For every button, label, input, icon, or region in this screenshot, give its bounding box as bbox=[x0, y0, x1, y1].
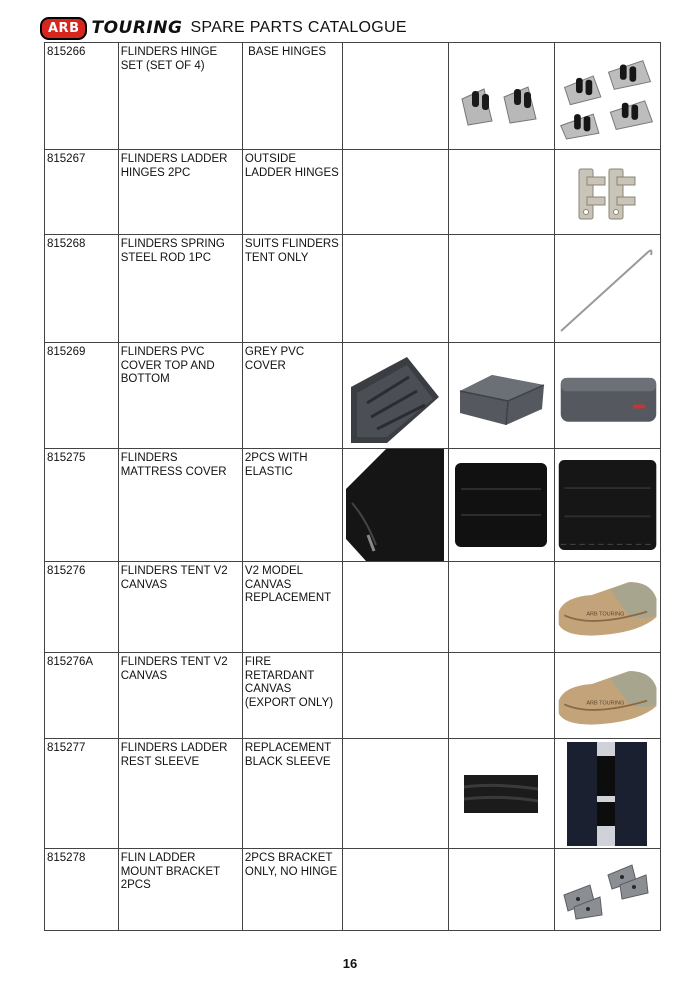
mattress-top-icon bbox=[449, 449, 554, 561]
svg-text:ARB TOURING: ARB TOURING bbox=[586, 611, 625, 618]
page-number: 16 bbox=[342, 956, 358, 971]
part-name: FLINDERS SPRING STEEL ROD 1PC bbox=[118, 235, 242, 343]
image-cell bbox=[342, 449, 448, 562]
sleeve-installed-icon bbox=[555, 739, 660, 848]
part-name: FLINDERS LADDER HINGES 2PC bbox=[118, 150, 242, 235]
table-row bbox=[45, 449, 661, 562]
part-description: GREY PVC COVER bbox=[242, 343, 342, 449]
table-row bbox=[45, 739, 661, 849]
part-code: 815276A bbox=[45, 653, 119, 739]
part-name: FLIN LADDER MOUNT BRACKET 2PCS bbox=[118, 849, 242, 931]
part-description: V2 MODEL CANVAS REPLACEMENT bbox=[242, 562, 342, 653]
part-description: BASE HINGES bbox=[242, 43, 342, 150]
part-code: 815266 bbox=[45, 43, 119, 150]
part-description: FIRE RETARDANT CANVAS (EXPORT ONLY) bbox=[242, 653, 342, 739]
image-cell bbox=[342, 739, 448, 849]
table-row bbox=[45, 235, 661, 343]
image-cell bbox=[554, 739, 660, 849]
image-cell bbox=[448, 562, 554, 653]
image-cell bbox=[342, 849, 448, 931]
image-cell bbox=[554, 150, 660, 235]
image-cell bbox=[554, 653, 660, 739]
image-cell bbox=[342, 150, 448, 235]
part-code: 815269 bbox=[45, 343, 119, 449]
bracket-icon bbox=[555, 849, 660, 930]
part-code: 815275 bbox=[45, 449, 119, 562]
image-cell bbox=[448, 449, 554, 562]
part-name: FLINDERS HINGE SET (SET OF 4) bbox=[118, 43, 242, 150]
part-name: FLINDERS LADDER REST SLEEVE bbox=[118, 739, 242, 849]
image-cell bbox=[448, 849, 554, 931]
image-cell bbox=[554, 562, 660, 653]
table-row bbox=[45, 562, 661, 653]
part-code: 815277 bbox=[45, 739, 119, 849]
image-cell bbox=[554, 849, 660, 931]
image-cell bbox=[554, 343, 660, 449]
arb-logo: ARB bbox=[40, 17, 87, 40]
image-cell bbox=[342, 43, 448, 150]
table-row bbox=[45, 849, 661, 931]
image-cell bbox=[448, 739, 554, 849]
canvas-icon bbox=[555, 653, 660, 738]
image-cell bbox=[342, 235, 448, 343]
catalogue-header bbox=[40, 14, 407, 42]
image-cell bbox=[448, 343, 554, 449]
image-cell bbox=[448, 653, 554, 739]
table-row bbox=[45, 43, 661, 150]
touring-logo: TOURING bbox=[91, 18, 183, 38]
hinge-set-icon bbox=[555, 43, 660, 149]
pvc-cover-rolled-icon bbox=[343, 343, 448, 448]
part-description: SUITS FLINDERS TENT ONLY bbox=[242, 235, 342, 343]
part-name: FLINDERS PVC COVER TOP AND BOTTOM bbox=[118, 343, 242, 449]
image-cell bbox=[448, 235, 554, 343]
part-name: FLINDERS TENT V2 CANVAS bbox=[118, 562, 242, 653]
part-code: 815278 bbox=[45, 849, 119, 931]
table-row bbox=[45, 653, 661, 739]
image-cell bbox=[554, 43, 660, 150]
table-row bbox=[45, 343, 661, 449]
pvc-cover-case-icon bbox=[555, 343, 660, 448]
image-cell bbox=[342, 653, 448, 739]
steel-rod-icon bbox=[555, 235, 660, 342]
part-description: OUTSIDE LADDER HINGES bbox=[242, 150, 342, 235]
part-code: 815267 bbox=[45, 150, 119, 235]
sleeve-swatch-icon bbox=[449, 739, 554, 848]
image-cell bbox=[342, 562, 448, 653]
table-row bbox=[45, 150, 661, 235]
image-cell bbox=[448, 150, 554, 235]
parts-table bbox=[44, 42, 661, 931]
canvas-icon bbox=[555, 562, 660, 652]
image-cell bbox=[448, 43, 554, 150]
mattress-zip-icon bbox=[343, 449, 448, 561]
part-description: REPLACEMENT BLACK SLEEVE bbox=[242, 739, 342, 849]
hinge-pair-icon bbox=[449, 43, 554, 149]
catalogue-title: SPARE PARTS CATALOGUE bbox=[190, 19, 407, 36]
image-cell bbox=[554, 449, 660, 562]
pvc-cover-flat-icon bbox=[449, 343, 554, 448]
image-cell bbox=[342, 343, 448, 449]
svg-text:ARB TOURING: ARB TOURING bbox=[586, 699, 625, 706]
part-description: 2PCS WITH ELASTIC bbox=[242, 449, 342, 562]
part-description: 2PCS BRACKET ONLY, NO HINGE bbox=[242, 849, 342, 931]
part-code: 815268 bbox=[45, 235, 119, 343]
part-name: FLINDERS TENT V2 CANVAS bbox=[118, 653, 242, 739]
part-code: 815276 bbox=[45, 562, 119, 653]
mattress-bottom-icon bbox=[555, 449, 660, 561]
part-name: FLINDERS MATTRESS COVER bbox=[118, 449, 242, 562]
ladder-hinge-icon bbox=[555, 150, 660, 234]
image-cell bbox=[554, 235, 660, 343]
